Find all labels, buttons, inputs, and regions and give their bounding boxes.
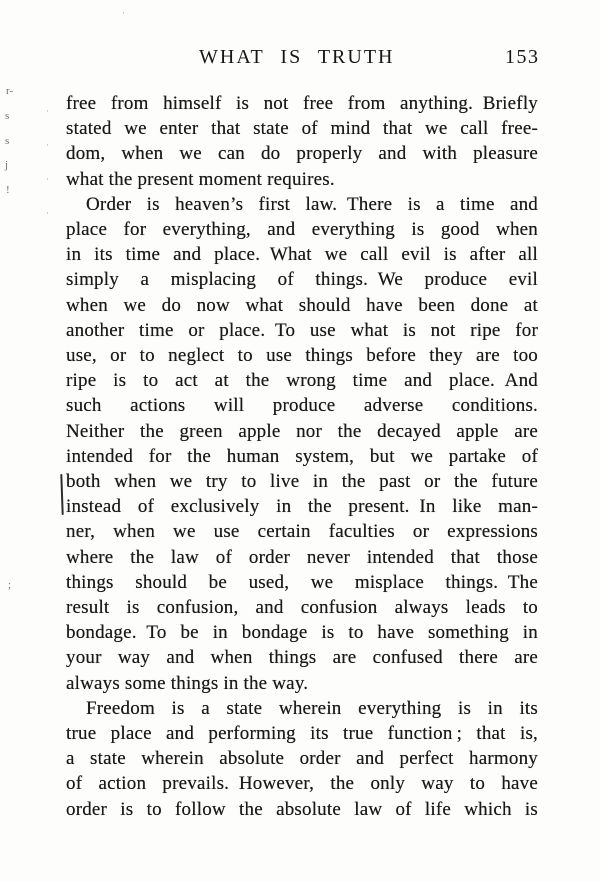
text-line: always some things in the way. <box>66 672 309 694</box>
text-line: order is to follow the absolute law of life which is <box>66 798 538 820</box>
text-line: stated we enter that state of mind that we call free- <box>66 118 538 140</box>
paragraph <box>66 192 538 696</box>
text-line: free from himself is not free from anything. Briefly <box>66 93 538 114</box>
text-line: both when we try to live in the past or the future <box>66 471 538 493</box>
scan-artifact: s <box>5 135 10 147</box>
page-number: 153 <box>505 46 540 68</box>
body-text <box>66 91 538 822</box>
text-line: use, or to neglect to use things before they are too <box>66 345 538 367</box>
scan-artifact: s <box>5 110 10 122</box>
text-line: instead of exclusively in the present. In like man- <box>66 496 538 518</box>
text-line: ner, when we use certain faculties or expressions <box>66 521 538 543</box>
text-line: place for everything, and everything is good when <box>66 219 538 241</box>
text-line: such actions will produce adverse conditions. <box>66 395 538 417</box>
text-line: true place and performing its true function ; that is, <box>66 723 538 745</box>
scan-artifact: · <box>46 106 49 116</box>
text-line: dom, when we can do properly and with pleasure <box>66 143 538 165</box>
margin-pen-stroke <box>60 474 63 515</box>
text-line: another time or place. To use what is not ripe for <box>66 319 538 341</box>
scan-artifact: j <box>5 159 9 171</box>
scan-artifact: · <box>46 208 49 218</box>
text-line: Neither the green apple nor the decayed apple are <box>66 420 538 442</box>
scan-artifact: · <box>46 174 49 184</box>
text-line: in its time and place. What we call evil is after all <box>66 244 538 266</box>
text-line: Freedom is a state wherein everything is in its <box>86 697 538 719</box>
text-line: intended for the human system, but we partake of <box>66 445 538 467</box>
paragraph <box>66 91 538 192</box>
text-line: where the law of order never intended that those <box>66 546 538 568</box>
text-line: simply a misplacing of things. We produce evil <box>66 269 538 291</box>
text-line: result is confusion, and confusion always leads to <box>66 597 538 619</box>
scan-artifact: · <box>46 140 49 150</box>
text-line: when we do now what should have been done at <box>66 294 538 316</box>
scan-artifact: ! <box>6 184 10 196</box>
text-line: of action prevails. However, the only way to have <box>66 773 538 795</box>
text-line: Order is heaven’s first law. There is a time and <box>86 193 538 215</box>
scan-artifact: · <box>122 8 125 18</box>
text-line: what the present moment requires. <box>66 168 335 190</box>
text-line: ripe is to act at the wrong time and place. And <box>66 370 538 392</box>
running-header <box>0 46 600 72</box>
text-line: bondage. To be in bondage is to have something in <box>66 622 538 644</box>
paragraph <box>66 696 538 822</box>
text-line: a state wherein absolute order and perfect harmony <box>66 748 538 770</box>
text-line: things should be used, we misplace things. The <box>66 571 538 593</box>
text-line: your way and when things are confused there are <box>66 647 538 669</box>
chapter-title: WHAT IS TRUTH <box>199 46 395 68</box>
scan-artifact: ; <box>8 579 12 591</box>
scan-artifact: r- <box>6 85 14 97</box>
